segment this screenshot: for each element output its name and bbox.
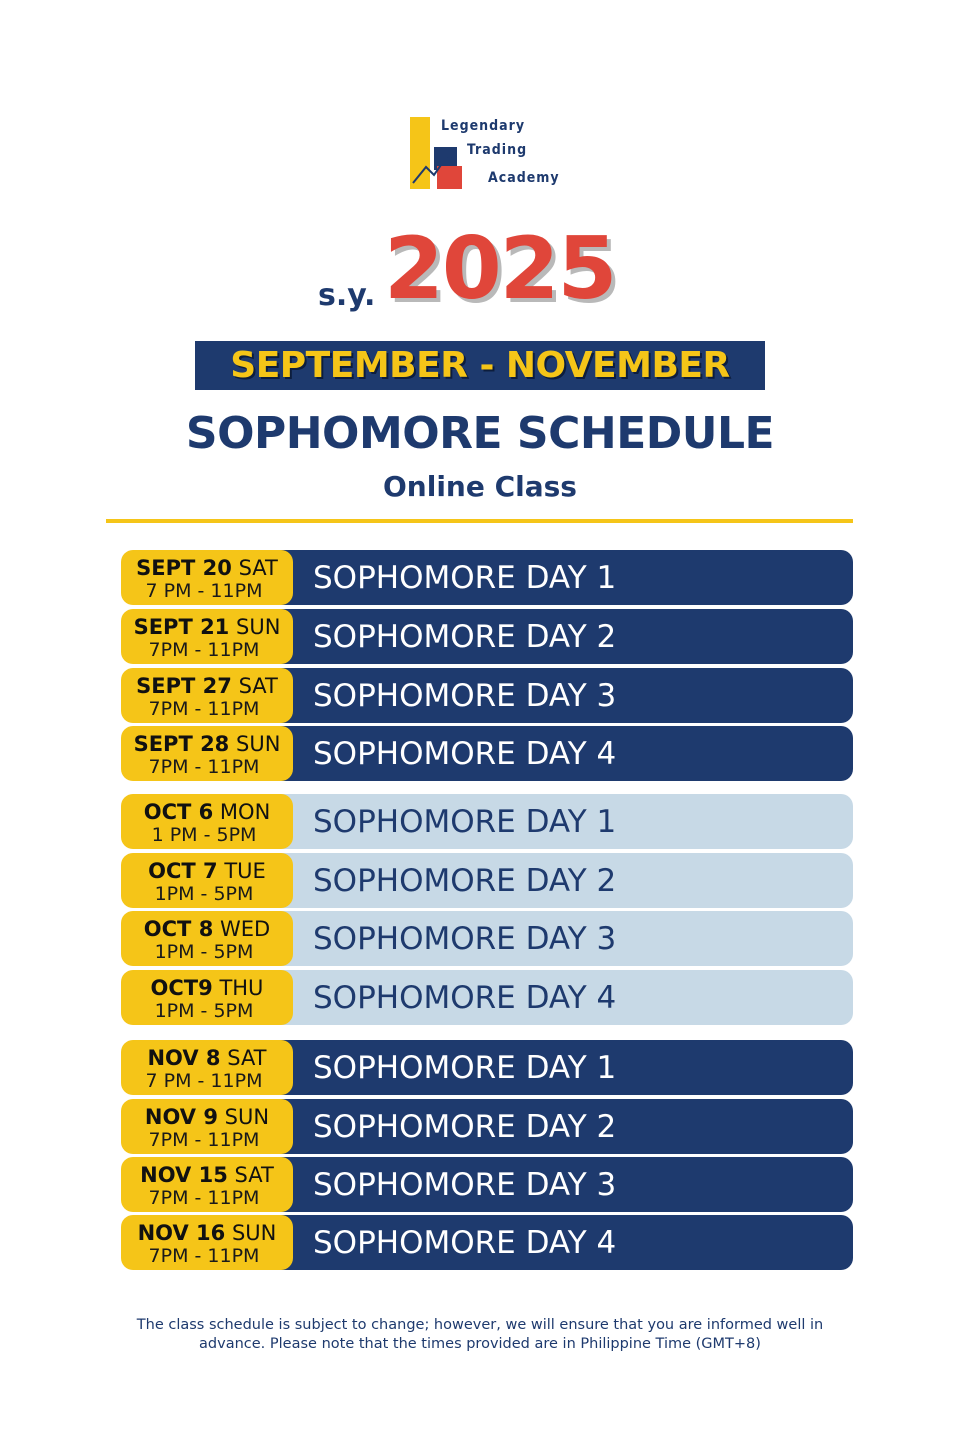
schedule-row [121, 550, 853, 605]
session-weekday: SAT [238, 556, 278, 580]
session-date: NOV 8 [147, 1046, 221, 1070]
month-range-banner [195, 341, 765, 390]
session-label: SOPHOMORE DAY 3 [313, 1167, 617, 1203]
footnote-line-1: The class schedule is subject to change; however, we will ensure that you are informed well in [136, 1317, 824, 1333]
schedule-row [121, 726, 853, 781]
schedule-row [121, 853, 853, 908]
page-subtitle: Online Class [383, 470, 577, 503]
session-date: SEPT 28 [133, 732, 230, 756]
session-weekday: SUN [224, 1105, 270, 1129]
session-weekday: SUN [236, 615, 281, 639]
session-label: SOPHOMORE DAY 4 [313, 980, 617, 1016]
logo-word-1: Legendary [441, 118, 526, 134]
session-date: OCT 6 [143, 800, 214, 824]
session-time: 1PM - 5PM [154, 941, 254, 963]
footnote-line-2: advance. Please note that the times provided are in Philippine Time (GMT+8) [199, 1336, 761, 1352]
date-pill [121, 853, 293, 908]
session-date-line [121, 917, 293, 941]
date-pill [121, 550, 293, 605]
schedule-row [121, 609, 853, 664]
session-time: 7PM - 11PM [148, 639, 260, 661]
session-label: SOPHOMORE DAY 4 [313, 736, 617, 772]
session-date: NOV 15 [140, 1163, 228, 1187]
footnote [0, 1316, 960, 1354]
date-pill [121, 609, 293, 664]
schedule-row [121, 1040, 853, 1095]
session-date-line [121, 1163, 293, 1187]
session-weekday: THU [219, 976, 264, 1000]
session-time: 7 PM - 11PM [145, 580, 263, 602]
schedule-row [121, 1157, 853, 1212]
date-pill [121, 794, 293, 849]
date-pill [121, 1040, 293, 1095]
session-date-line [121, 1046, 293, 1070]
session-date-line [121, 1105, 293, 1129]
session-label: SOPHOMORE DAY 3 [313, 921, 617, 957]
session-time: 7PM - 11PM [148, 756, 260, 778]
session-time: 1 PM - 5PM [151, 824, 257, 846]
session-bar [271, 911, 853, 966]
session-label: SOPHOMORE DAY 2 [313, 1109, 617, 1145]
session-time: 7PM - 11PM [148, 1187, 260, 1209]
session-date: NOV 9 [144, 1105, 218, 1129]
session-label: SOPHOMORE DAY 3 [313, 678, 617, 714]
session-label: SOPHOMORE DAY 2 [313, 619, 617, 655]
session-time: 1PM - 5PM [154, 883, 254, 905]
session-weekday: WED [220, 917, 271, 941]
date-pill [121, 911, 293, 966]
date-pill [121, 668, 293, 723]
session-time: 7PM - 11PM [148, 1129, 260, 1151]
session-date-line [121, 1221, 293, 1245]
session-bar [271, 794, 853, 849]
school-year: 2025 [384, 219, 616, 319]
date-pill [121, 970, 293, 1025]
session-label: SOPHOMORE DAY 1 [313, 560, 617, 596]
session-date: SEPT 21 [133, 615, 230, 639]
schedule-row [121, 970, 853, 1025]
date-pill [121, 726, 293, 781]
schedule-row [121, 794, 853, 849]
session-time: 7PM - 11PM [148, 698, 260, 720]
logo-word-2: Trading [467, 142, 528, 158]
session-date: OCT 7 [148, 859, 218, 883]
session-date-line [121, 674, 293, 698]
session-date: NOV 16 [137, 1221, 226, 1245]
session-weekday: SUN [231, 1221, 277, 1245]
date-pill [121, 1157, 293, 1212]
schedule-row [121, 911, 853, 966]
session-date: OCT9 [150, 976, 213, 1000]
date-pill [121, 1215, 293, 1270]
session-label: SOPHOMORE DAY 1 [313, 804, 617, 840]
session-time: 7 PM - 11PM [145, 1070, 263, 1092]
session-date: SEPT 20 [136, 556, 232, 580]
session-date-line [121, 732, 293, 756]
session-date-line [121, 859, 293, 883]
session-label: SOPHOMORE DAY 4 [313, 1225, 617, 1261]
session-bar [271, 550, 853, 605]
session-weekday: SAT [238, 674, 278, 698]
session-bar [271, 1215, 853, 1270]
session-bar [271, 609, 853, 664]
academy-logo [410, 117, 560, 193]
session-weekday: SAT [234, 1163, 274, 1187]
session-bar [271, 853, 853, 908]
session-weekday: SAT [227, 1046, 267, 1070]
session-date-line [121, 556, 293, 580]
divider [106, 519, 853, 523]
session-weekday: TUE [224, 859, 266, 883]
session-date-line [121, 976, 293, 1000]
page-title: SOPHOMORE SCHEDULE [185, 408, 775, 459]
session-weekday: MON [219, 800, 271, 824]
session-bar [271, 668, 853, 723]
session-date: SEPT 27 [136, 674, 232, 698]
month-range-text: SEPTEMBER - NOVEMBER [230, 345, 730, 386]
logo-word-3: Academy [488, 170, 560, 186]
schedule-row [121, 1215, 853, 1270]
session-date-line [121, 615, 293, 639]
session-bar [271, 1099, 853, 1154]
school-year-label: s.y. [318, 278, 376, 313]
date-pill [121, 1099, 293, 1154]
session-date-line [121, 800, 293, 824]
session-date: OCT 8 [143, 917, 214, 941]
session-bar [271, 1157, 853, 1212]
session-time: 1PM - 5PM [154, 1000, 254, 1022]
session-bar [271, 1040, 853, 1095]
session-bar [271, 726, 853, 781]
session-label: SOPHOMORE DAY 1 [313, 1050, 617, 1086]
session-weekday: SUN [236, 732, 281, 756]
session-bar [271, 970, 853, 1025]
session-time: 7PM - 11PM [148, 1245, 260, 1267]
session-label: SOPHOMORE DAY 2 [313, 863, 617, 899]
schedule-row [121, 1099, 853, 1154]
schedule-row [121, 668, 853, 723]
